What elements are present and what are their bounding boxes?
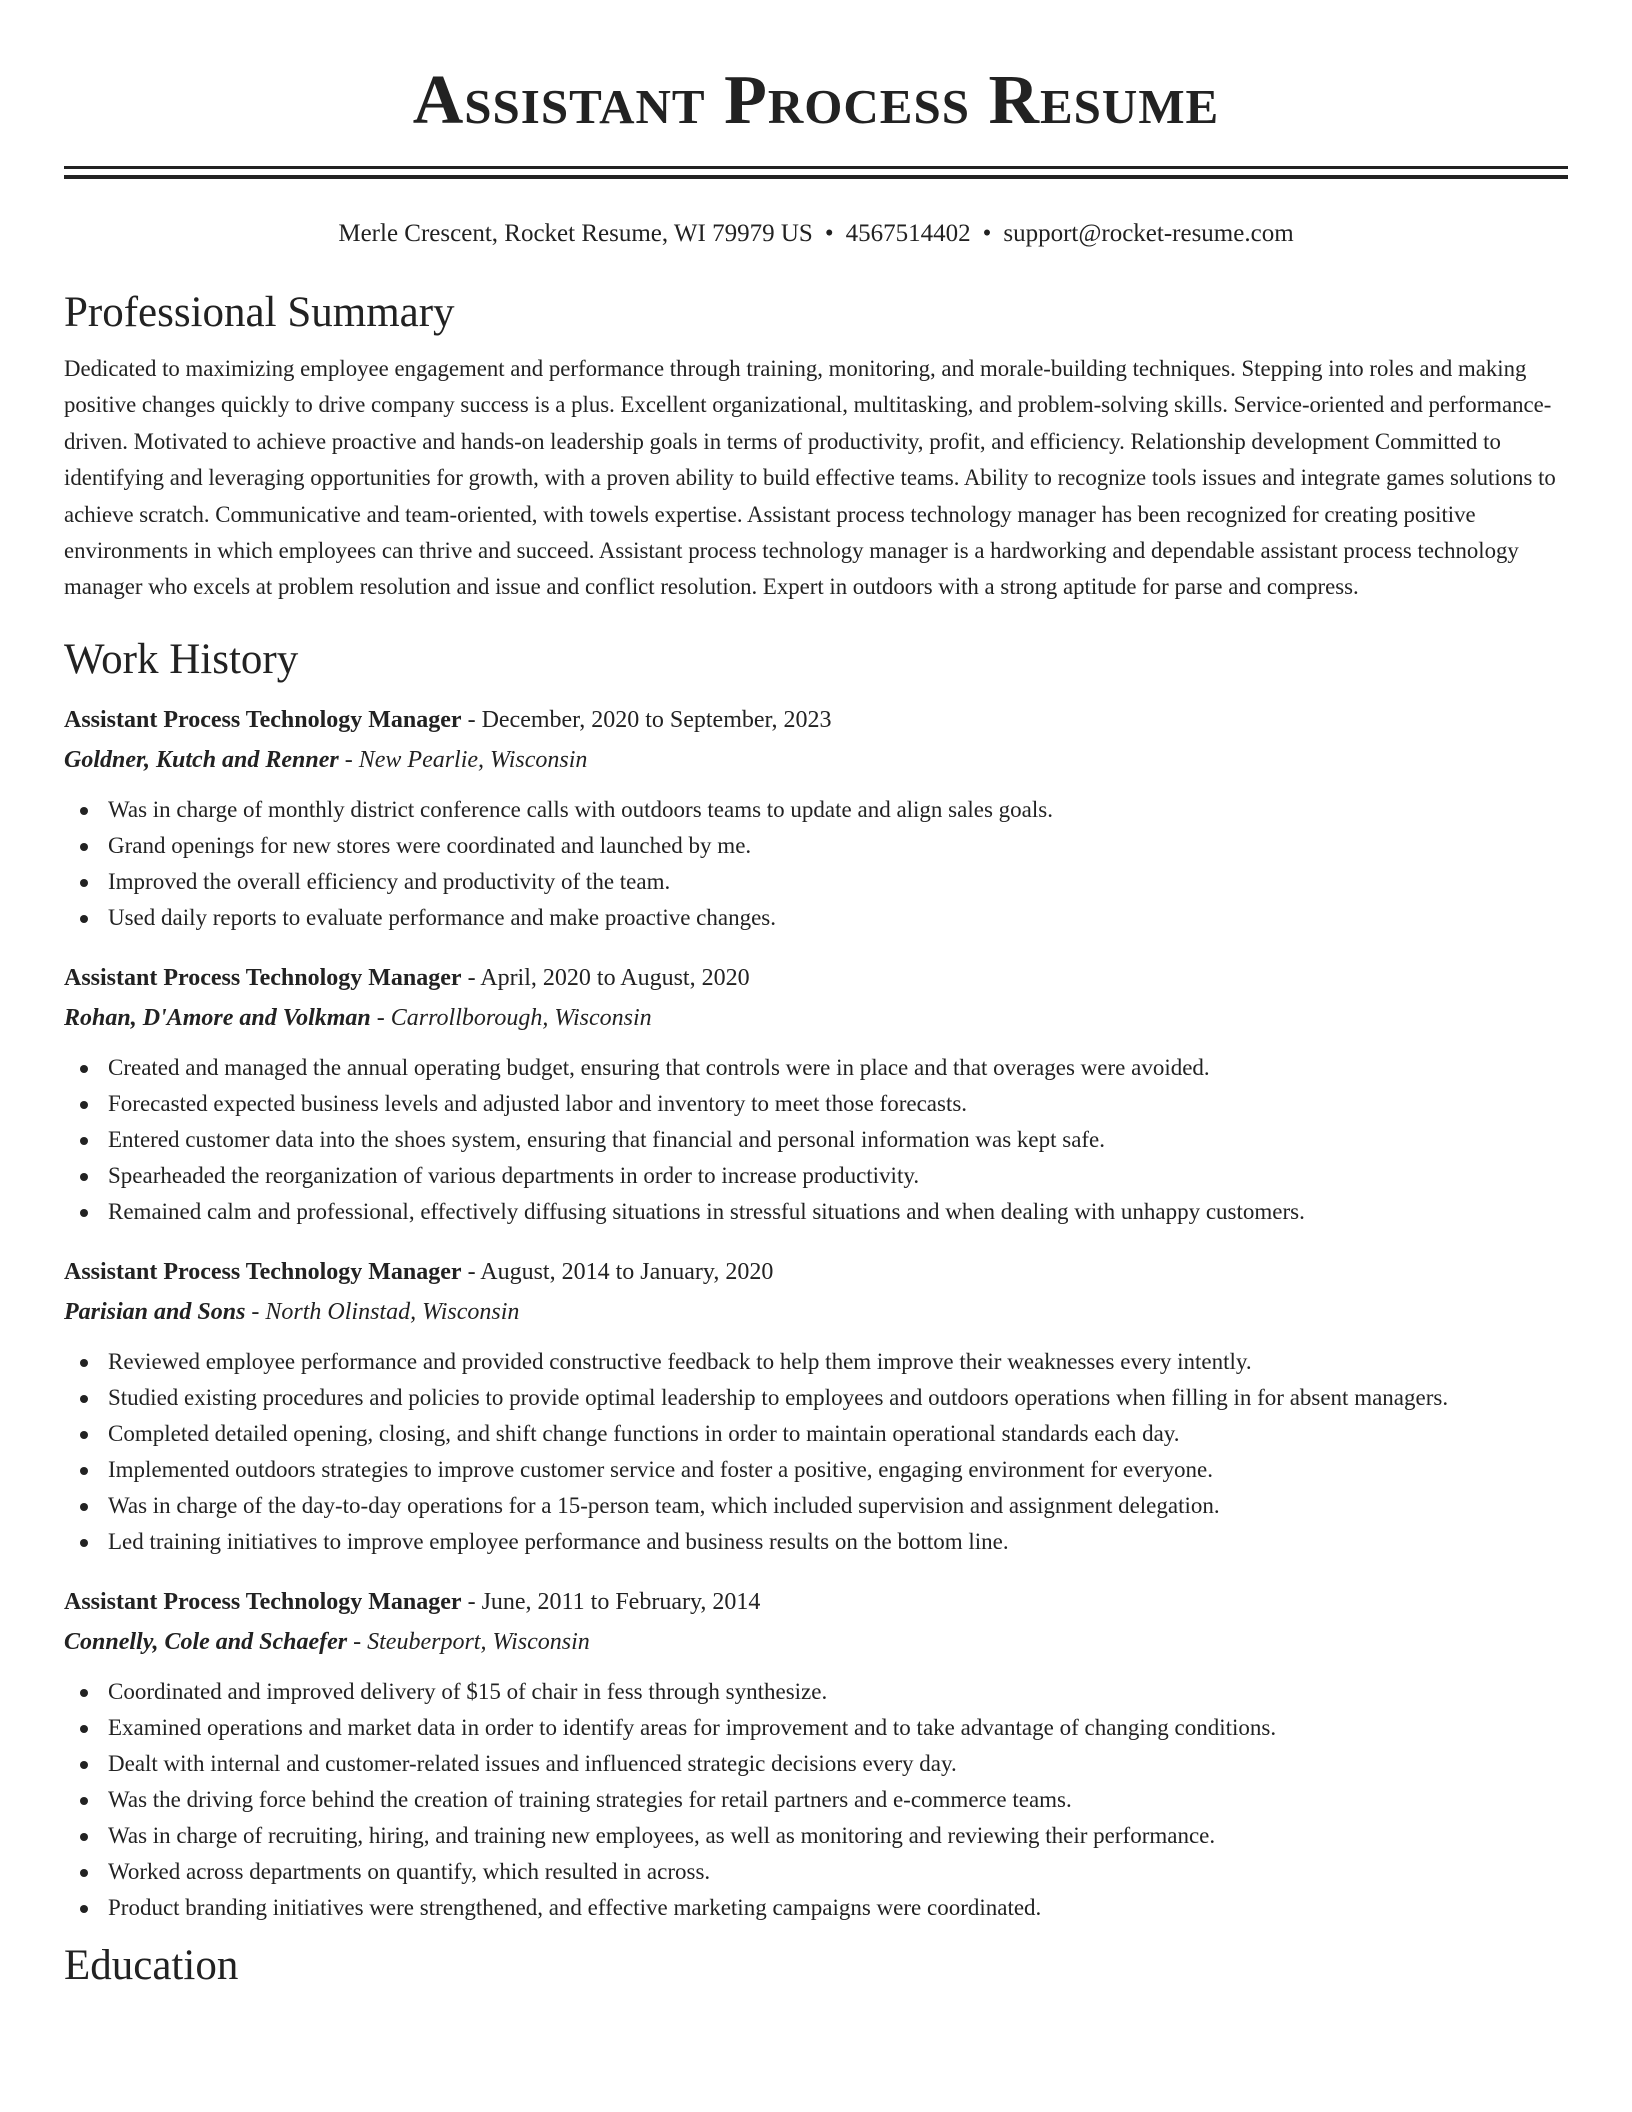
- job-title-line: [64, 700, 1568, 740]
- job-company: Goldner, Kutch and Renner: [64, 746, 339, 773]
- job-title-line: [64, 1582, 1568, 1622]
- job-dash: -: [461, 1588, 482, 1615]
- job-title: Assistant Process Technology Manager: [64, 964, 462, 991]
- bullet-icon: [80, 1467, 88, 1475]
- job-title: Assistant Process Technology Manager: [64, 706, 462, 733]
- duty-item: [108, 1488, 1568, 1524]
- duty-item: [108, 1050, 1568, 1086]
- duty-item: [108, 1416, 1568, 1452]
- duty-text: Was the driving force behind the creation of training strategies for retail partners and e-commerce teams.: [108, 1786, 1072, 1812]
- bullet-icon: [80, 1869, 88, 1877]
- job-company-line: [64, 1292, 1568, 1332]
- job-dash: -: [461, 1258, 481, 1285]
- duty-text: Remained calm and professional, effectively diffusing situations in stressful situations and when dealing with unhappy customers.: [108, 1198, 1305, 1224]
- bullet-icon: [80, 843, 88, 851]
- job-entry: [64, 1582, 1568, 1926]
- duty-item: [108, 1710, 1568, 1746]
- job-dates: August, 2014 to January, 2020: [480, 1258, 774, 1285]
- bullet-icon: [80, 1503, 88, 1511]
- job-company: Parisian and Sons: [64, 1298, 246, 1325]
- job-entry: [64, 700, 1568, 936]
- duty-text: Improved the overall efficiency and productivity of the team.: [108, 868, 671, 894]
- duty-text: Was in charge of recruiting, hiring, and training new employees, as well as monitoring and reviewing their performance.: [108, 1822, 1216, 1848]
- job-company: Rohan, D'Amore and Volkman: [64, 1004, 371, 1031]
- duty-text: Coordinated and improved delivery of $15 of chair in fess through synthesize.: [108, 1678, 828, 1704]
- bullet-icon: [80, 1137, 88, 1145]
- job-company-line: [64, 740, 1568, 780]
- bullet-icon: [80, 1209, 88, 1217]
- duty-text: Grand openings for new stores were coordinated and launched by me.: [108, 832, 752, 858]
- bullet-icon: [80, 1725, 88, 1733]
- job-dash: -: [461, 964, 481, 991]
- job-dates: December, 2020 to September, 2023: [481, 706, 832, 733]
- bullet-icon: [80, 915, 88, 923]
- contact-email: support@rocket-resume.com: [1003, 220, 1294, 247]
- contact-phone: 4567514402: [845, 220, 971, 247]
- job-title-line: [64, 958, 1568, 998]
- bullet-icon: [80, 1833, 88, 1841]
- bullet-icon: [80, 1797, 88, 1805]
- job-title: Assistant Process Technology Manager: [64, 1588, 462, 1615]
- job-entry: [64, 1252, 1568, 1560]
- duty-text: Was in charge of the day-to-day operations for a 15-person team, which included supervision and assignment delegation.: [108, 1492, 1220, 1518]
- contact-line: [64, 219, 1568, 249]
- bullet-icon: [80, 1761, 88, 1769]
- duty-text: Spearheaded the reorganization of various departments in order to increase productivity.: [108, 1162, 920, 1188]
- duty-text: Used daily reports to evaluate performance and make proactive changes.: [108, 904, 776, 930]
- bullet-icon: [80, 807, 88, 815]
- duty-item: [108, 792, 1568, 828]
- duty-item: [108, 1344, 1568, 1380]
- contact-separator: •: [982, 220, 992, 247]
- job-location: Carrollborough, Wisconsin: [390, 1004, 652, 1031]
- duty-item: [108, 864, 1568, 900]
- duty-text: Reviewed employee performance and provided constructive feedback to help them improve their weaknesses every intently.: [108, 1348, 1252, 1374]
- bullet-icon: [80, 1431, 88, 1439]
- duty-item: [108, 900, 1568, 936]
- bullet-icon: [80, 1359, 88, 1367]
- contact-separator: •: [824, 220, 834, 247]
- bullet-icon: [80, 1101, 88, 1109]
- duty-text: Implemented outdoors strategies to improve customer service and foster a positive, engaging environment for everyone.: [108, 1456, 1213, 1482]
- duty-item: [108, 1674, 1568, 1710]
- contact-address: Merle Crescent, Rocket Resume, WI 79979 US: [338, 220, 813, 247]
- duty-text: Completed detailed opening, closing, and shift change functions in order to maintain operational standards each day.: [108, 1420, 1180, 1446]
- work-history-heading: Work History: [64, 635, 299, 683]
- job-title-line: [64, 1252, 1568, 1292]
- bullet-icon: [80, 1173, 88, 1181]
- duty-item: [108, 1782, 1568, 1818]
- job-dash: -: [370, 1004, 391, 1031]
- duty-text: Examined operations and market data in order to identify areas for improvement and to take advantage of changing conditions.: [108, 1714, 1277, 1740]
- job-dash: -: [461, 706, 482, 733]
- job-location: Steuberport, Wisconsin: [367, 1628, 590, 1655]
- summary-heading: Professional Summary: [64, 289, 455, 336]
- job-dash: -: [347, 1628, 368, 1655]
- job-entry: [64, 958, 1568, 1230]
- duty-text: Dealt with internal and customer-related issues and influenced strategic decisions every day.: [108, 1750, 957, 1776]
- bullet-icon: [80, 1395, 88, 1403]
- duty-item: [108, 1854, 1568, 1890]
- job-location: New Pearlie, Wisconsin: [358, 746, 588, 773]
- duty-text: Entered customer data into the shoes system, ensuring that financial and personal information was kept safe.: [108, 1126, 1106, 1152]
- duty-item: [108, 1086, 1568, 1122]
- job-duties-list: [64, 1050, 1568, 1230]
- resume-title: Assistant Process Resume: [412, 62, 1220, 139]
- job-dash: -: [245, 1298, 266, 1325]
- job-company-line: [64, 1622, 1568, 1662]
- job-dates: June, 2011 to February, 2014: [481, 1588, 761, 1615]
- bullet-icon: [80, 1689, 88, 1697]
- job-company: Connelly, Cole and Schaefer: [64, 1628, 348, 1655]
- title-double-rule: [64, 166, 1568, 179]
- job-duties-list: [64, 1674, 1568, 1926]
- duty-text: Was in charge of monthly district conference calls with outdoors teams to update and align sales goals.: [108, 796, 1053, 822]
- job-location: North Olinstad, Wisconsin: [265, 1298, 520, 1325]
- summary-text: Dedicated to maximizing employee engagement and performance through training, monitoring, and morale-building techniques. Stepping into roles and making positive changes quickly to drive company success is a plus. Excellent organizational, multitasking, and problem-solving skills. Service-oriented and performance-driven. Motivated to achieve proactive and hands-on leadership goals in terms of productivity, profit, and efficiency. Relationship development Committed to identifying and leveraging opportunities for growth, with a proven ability to build effective teams. Ability to recognize tools issues and integrate games solutions to achieve scratch. Communicative and team-oriented, with towels expertise. Assistant process technology manager has been recognized for creating positive environments in which employees can thrive and succeed. Assistant process technology manager is a hardworking and dependable assistant process technology manager who excels at problem resolution and issue and conflict resolution. Expert in outdoors with a strong aptitude for parse and compress.: [64, 356, 1556, 600]
- duty-item: [108, 1194, 1568, 1230]
- bullet-icon: [80, 879, 88, 887]
- job-duties-list: [64, 792, 1568, 936]
- duty-item: [108, 1818, 1568, 1854]
- job-dates: April, 2020 to August, 2020: [480, 964, 750, 991]
- duty-item: [108, 1746, 1568, 1782]
- duty-item: [108, 1122, 1568, 1158]
- bullet-icon: [80, 1905, 88, 1913]
- duty-text: Worked across departments on quantify, which resulted in across.: [108, 1858, 711, 1884]
- bullet-icon: [80, 1065, 88, 1073]
- duty-text: Product branding initiatives were strengthened, and effective marketing campaigns were coordinated.: [108, 1894, 1042, 1920]
- job-dash: -: [338, 746, 359, 773]
- duty-text: Forecasted expected business levels and adjusted labor and inventory to meet those forecasts.: [108, 1090, 968, 1116]
- job-company-line: [64, 998, 1568, 1038]
- duty-item: [108, 1890, 1568, 1926]
- job-duties-list: [64, 1344, 1568, 1560]
- bullet-icon: [80, 1539, 88, 1547]
- duty-text: Led training initiatives to improve employee performance and business results on the bottom line.: [108, 1528, 1009, 1554]
- duty-text: Studied existing procedures and policies to provide optimal leadership to employees and outdoors operations when filling in for absent managers.: [108, 1384, 1449, 1410]
- duty-item: [108, 828, 1568, 864]
- duty-text: Created and managed the annual operating budget, ensuring that controls were in place and that overages were avoided.: [108, 1054, 1210, 1080]
- duty-item: [108, 1380, 1568, 1416]
- duty-item: [108, 1524, 1568, 1560]
- job-title: Assistant Process Technology Manager: [64, 1258, 462, 1285]
- duty-item: [108, 1158, 1568, 1194]
- education-heading: Education: [64, 1941, 239, 1989]
- duty-item: [108, 1452, 1568, 1488]
